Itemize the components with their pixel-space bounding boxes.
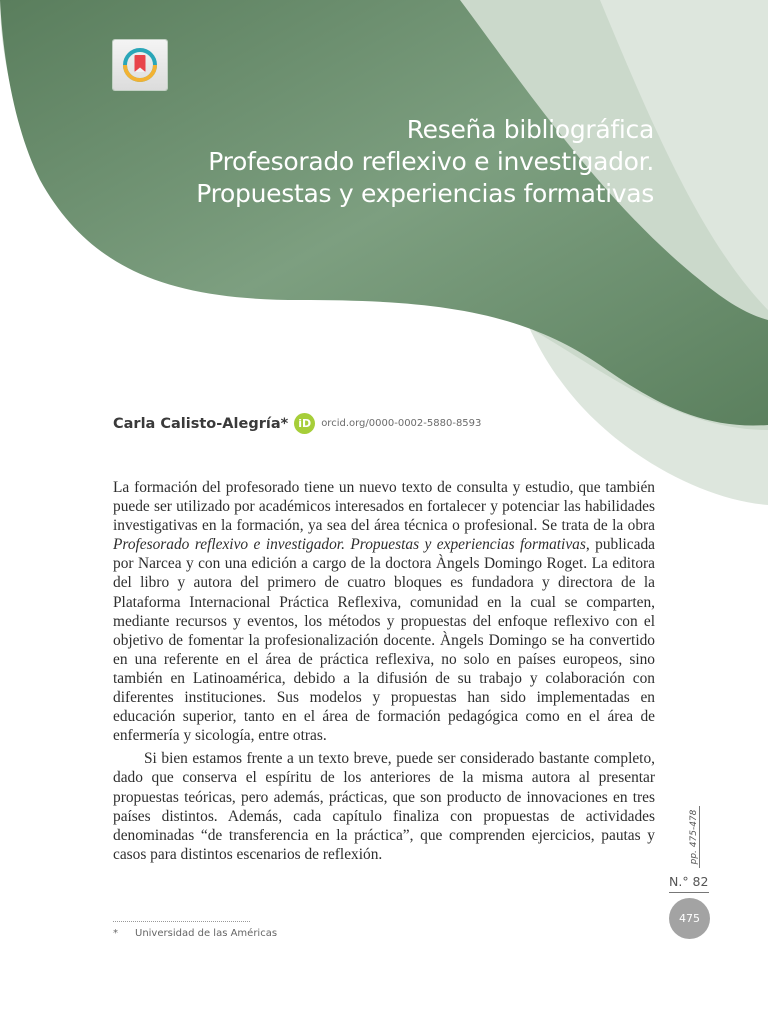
page-range	[684, 806, 704, 868]
article-title	[196, 114, 654, 210]
title-line-1: Reseña bibliográfica	[406, 115, 654, 144]
journal-logo-icon	[113, 40, 167, 90]
footnote	[113, 928, 277, 939]
article-body	[113, 478, 655, 864]
paragraph-2: Si bien estamos frente a un texto breve, puede ser considerado bastante completo, dado que conserva el espíritu de los anteriores de la misma autora al presentar propuestas teóricas, pero además, prácticas, que son producto de innovaciones en tres países distintos. Además, cada capítulo finaliza con propuestas de actividades denominadas “de transferencia en la práctica”, que comprenden ejercicios, pautas y casos para distintos escenarios de reflexión.	[113, 750, 655, 863]
paragraph-1-text-a: La formación del profesorado tiene un nuevo texto de consulta y estudio, que también puede ser utilizado por académicos interesados en fortalecer y potenciar las habilidades investigativas en la formación, ya sea del área técnica o profesional. Se trata de la obra	[113, 479, 655, 535]
title-line-2: Profesorado reflexivo e investigador.	[208, 147, 654, 176]
page-range-divider	[699, 806, 700, 868]
orcid-icon[interactable]: iD	[294, 413, 315, 434]
issue-number: N.° 82	[669, 874, 709, 889]
author-line	[113, 413, 481, 434]
paragraph-1-text-b: , publicada por Narcea y con una edición a cargo de la doctora Àngels Domingo Roget. La editora del libro y autora del primero de cuatro bloques es fundadora y directora de la Plataforma Internacional Práctica Reflexiva, comunidad en la cual se comparten, mediante recursos y eventos, los métodos y propuestas del enfoque reflexivo con el objetivo de fomentar la profesionalización docente. Àngels Domingo se ha convertido en una referente en el área de práctica reflexiva, no solo en países europeos, sino también en Latinoamérica, debido a la difusión de su trabajo y colaboración con diferentes instituciones. Sus modelos y propuestas han sido implementadas en educación superior, tanto en el área de formación pedagógica como en el área de enfermería y sicología, entre otras.	[113, 536, 655, 745]
author-name: Carla Calisto-Alegría*	[113, 415, 289, 432]
page-range-text: pp. 475-478	[689, 809, 699, 865]
journal-logo	[113, 40, 167, 90]
book-title-italic: Profesorado reflexivo e investigador. Propuestas y experiencias formativas	[113, 536, 586, 554]
paragraph-1	[113, 478, 655, 745]
title-line-3: Propuestas y experiencias formativas	[196, 179, 654, 208]
footnote-marker: *	[113, 928, 118, 939]
footnote-divider	[113, 921, 250, 922]
issue-divider	[669, 892, 709, 893]
orcid-link[interactable]: orcid.org/0000-0002-5880-8593	[321, 418, 482, 429]
page-number-badge: 475	[669, 898, 710, 939]
footnote-text: Universidad de las Américas	[135, 928, 278, 939]
